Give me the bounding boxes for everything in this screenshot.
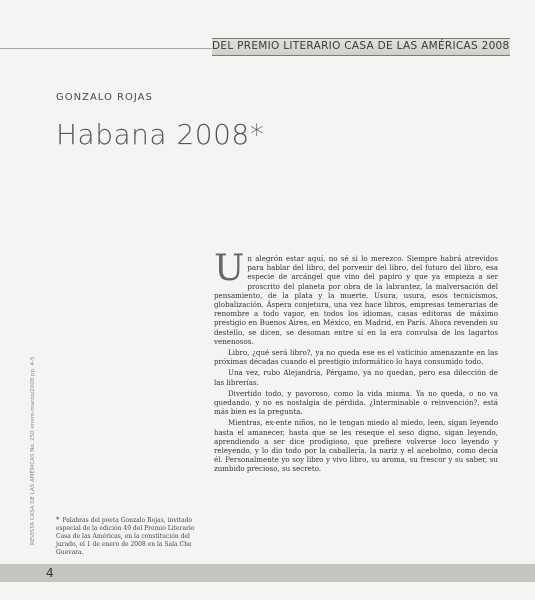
paragraph: Una vez, rubo Alejandría, Pérgamo, ya no quedan, pero esa dilección de las librerías.: [214, 368, 498, 387]
running-header-text: DEL PREMIO LITERARIO CASA DE LAS AMÉRICAS 2008: [212, 40, 510, 52]
footer-band: [0, 564, 535, 582]
header-rule: [0, 48, 212, 49]
footnote: [56, 516, 206, 557]
paragraph: Libro, ¿qué será libro?, ya no queda ese es el vaticinio amenazante en las próximas décadas cuando el prestigio informático lo haya consumido todo.: [214, 348, 498, 367]
drop-cap: U: [214, 248, 245, 289]
article-title: Habana 2008*: [56, 118, 265, 151]
paragraph: Mientras, ex-ente niños, no le tengan miedo al miedo, leen, sigan leyendo hasta el amanecer, hasta que se les reseque el seso digno, sigan leyendo, aprendiendo a ser dice prodigioso, que prefiere volverse loco leyendo y releyendo, y lo dio todo por la caballería, la nariz y el acebolmo, como decía él. Personalmente yo soy libro y vivo libro, su aroma, su frescor y su saber, su zumbido precioso, su secreto.: [214, 418, 498, 474]
footnote-text: Palabras del poeta Gonzalo Rojas, invitado especial de la edición 49 del Premio Literario Casa de las Américas, en la constitución del jurado, el 1 de enero de 2008 en la Sala Che Guevara.: [56, 517, 195, 556]
margin-citation: REVISTA CASA DE LAS AMÉRICAS No. 250 enero-marzo/2008 pp. 4-5: [30, 356, 36, 545]
author-name: GONZALO ROJAS: [56, 92, 153, 103]
running-header: [212, 38, 510, 56]
paragraph: Divertido todo, y pavoroso, como la vida misma. Ya no queda, o no va quedando, y no es nostalgia de pérdida. ¿Interminable o reinvención?, está más bien es la pregunta.: [214, 388, 498, 417]
page-number: 4: [46, 566, 54, 580]
footnote-mark: *: [56, 516, 60, 524]
article-body: [214, 248, 498, 476]
paragraph: Un alegrón estar aquí, no sé si lo merezco. Siempre habrá atrevidos para hablar del libro, del porvenir del libro, del futuro del libro, esa especie de arcángel que vino del papiro y que ya empieza a ser proscrito del planeta por obra de la labrantez, la malversación del pensamiento, de la plata y la muerte. Usura, usura, esos tecnicismos, globalización. Áspera conjetura, una vez hace libros, empresas temerarias de renombre a todo vapor, en todos los idiomas, casas editoras de máximo prestigio en Buenos Aires, en México, en Madrid, en París. Ahora revenden su destello, se dicen, se desoman entre sí en la era convulsa de los lagartos venenosos.: [214, 248, 498, 346]
